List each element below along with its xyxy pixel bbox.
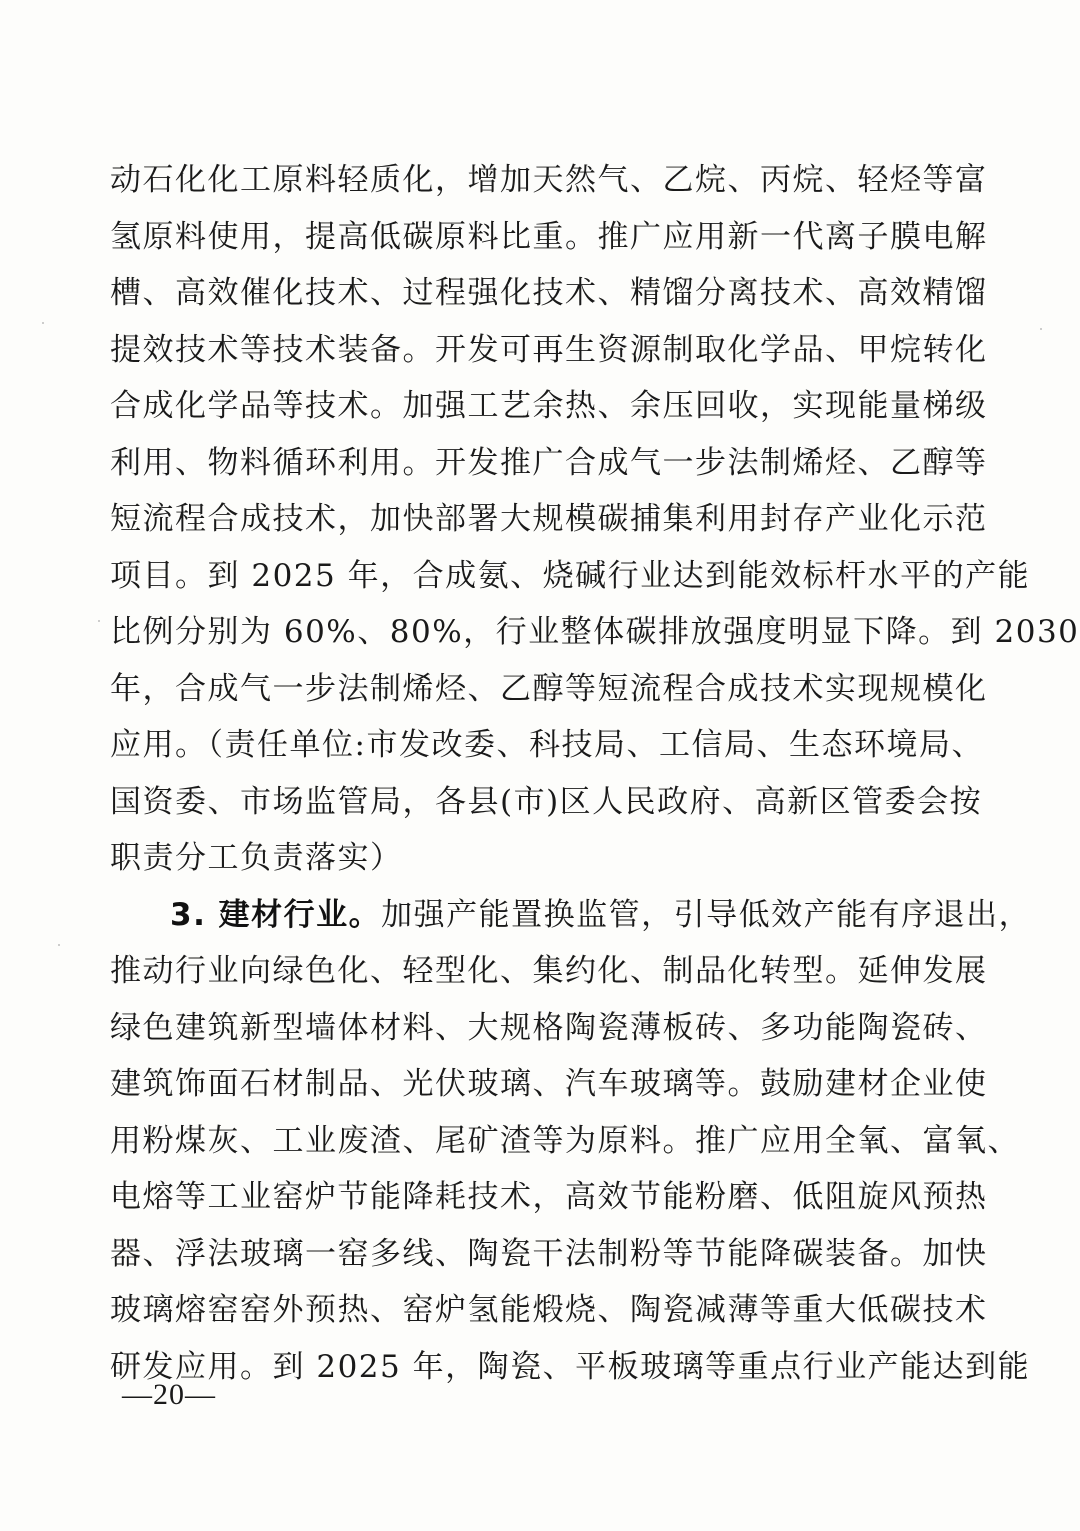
text-line: 电熔等工业窑炉节能降耗技术，高效节能粉磨、低阻旋风预热	[110, 1179, 988, 1215]
section-first-line	[110, 887, 1032, 944]
text-line: 合成化学品等技术。加强工艺余热、余压回收，实现能量梯级	[110, 388, 988, 424]
text-line: 职责分工负责落实）	[110, 840, 403, 876]
text-line: 年，合成气一步法制烯烃、乙醇等短流程合成技术实现规模化	[110, 670, 988, 707]
text-line: 项目。到 2025 年，合成氨、烧碱行业达到能效标杆水平的产能	[110, 557, 1031, 594]
text-line: 玻璃熔窑窑外预热、窑炉氢能煅烧、陶瓷减薄等重大低碳技术	[110, 1292, 988, 1328]
text-line: 用粉煤灰、工业废渣、尾矿渣等为原料。推广应用全氧、富氧、	[110, 1122, 1020, 1159]
section-heading: 3. 建材行业。	[170, 896, 382, 933]
text-line: 建筑饰面石材制品、光伏玻璃、汽车玻璃等。鼓励建材企业使	[110, 1066, 988, 1102]
text-line: 利用、物料循环利用。开发推广合成气一步法制烯烃、乙醇等	[110, 444, 988, 481]
scan-speck	[42, 322, 44, 324]
text-line: 研发应用。到 2025 年，陶瓷、平板玻璃等重点行业产能达到能	[110, 1348, 1031, 1385]
page-number: —20—	[122, 1378, 216, 1411]
text-line: 应用。（责任单位:市发改委、科技局、工信局、生态环境局、	[110, 727, 984, 763]
text-line: 短流程合成技术，加快部署大规模碳捕集利用封存产业化示范	[110, 501, 988, 537]
text-line: 绿色建筑新型墙体材料、大规格陶瓷薄板砖、多功能陶瓷砖、	[110, 1009, 988, 1046]
section-first-line-text: 加强产能置换监管，引导低效产能有序退出，	[381, 896, 1032, 933]
text-line: 氢原料使用，提高低碳原料比重。推广应用新一代离子膜电解	[110, 218, 988, 255]
paragraph-building-materials	[110, 887, 1032, 1396]
document-body	[110, 152, 1080, 1395]
text-line: 提效技术等技术装备。开发可再生资源制取化学品、甲烷转化	[110, 331, 988, 368]
text-line: 比例分别为 60%、80%，行业整体碳排放强度明显下降。到 2030	[110, 614, 1080, 650]
paragraph-chemical-industry	[110, 152, 1080, 887]
scan-speck	[58, 944, 60, 946]
text-line: 推动行业向绿色化、轻型化、集约化、制品化转型。延伸发展	[110, 953, 988, 989]
scan-speck	[98, 620, 100, 622]
scan-speck	[1040, 328, 1042, 330]
text-line: 国资委、市场监管局，各县(市)区人民政府、高新区管委会按	[110, 783, 983, 820]
text-line: 动石化化工原料轻质化，增加天然气、乙烷、丙烷、轻烃等富	[110, 162, 988, 198]
text-line: 器、浮法玻璃一窑多线、陶瓷干法制粉等节能降碳装备。加快	[110, 1235, 988, 1272]
text-line: 槽、高效催化技术、过程强化技术、精馏分离技术、高效精馏	[110, 275, 988, 311]
